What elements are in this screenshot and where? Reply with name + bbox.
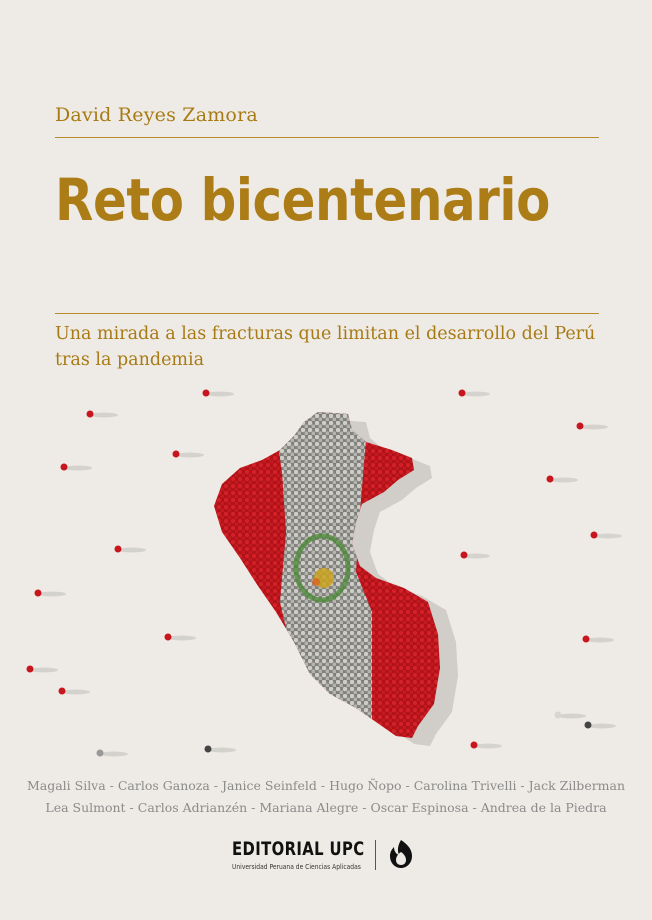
contributors-line-2: Lea Sulmont - Carlos Adrianzén - Mariana Alegre - Oscar Espinosa - Andrea de la Piedra (45, 800, 607, 815)
subtitle-line-1: Una mirada a las fracturas que limitan el desarrollo del Perú (55, 324, 596, 344)
crowd-map-illustration (0, 372, 652, 770)
book-subtitle (55, 321, 625, 373)
contributors-line-1: Magali Silva - Carlos Ganoza - Janice Seinfeld - Hugo Ñopo - Carolina Trivelli - Jack Zilberman (26, 778, 626, 793)
contributors-list (0, 775, 652, 819)
upc-flame-logo-icon (385, 838, 417, 870)
author-name: David Reyes Zamora (55, 104, 258, 126)
publisher-name: EDITORIAL UPC (232, 838, 365, 860)
subtitle-line-2: tras la pandemia (55, 350, 205, 370)
peru-flag-crowd (150, 372, 550, 770)
middle-rule (55, 313, 599, 314)
book-title: Reto bicentenario (55, 166, 550, 234)
logo-divider (375, 840, 376, 870)
publisher-logo (232, 838, 422, 878)
top-rule (55, 137, 599, 138)
publisher-subtitle: Universidad Peruana de Ciencias Aplicadas (232, 863, 361, 871)
